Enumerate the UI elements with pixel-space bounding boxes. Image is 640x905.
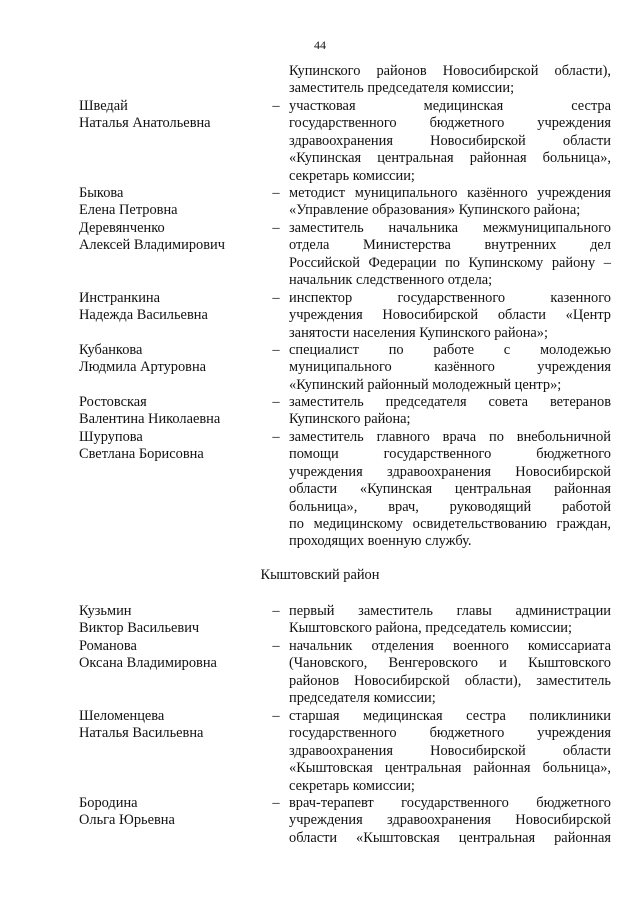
- member-name-line: Ольга Юрьевна: [79, 812, 175, 829]
- member-position-line: председателя комиссии;: [289, 690, 436, 707]
- member-position-line: районов Новосибирской области), заместитель: [289, 672, 611, 689]
- dash-separator: –: [272, 603, 280, 619]
- member-position-line: по медицинскому освидетельствованию граждан,: [289, 516, 611, 532]
- member-position-line: проходящих военную службу.: [289, 533, 472, 550]
- dash-separator: –: [272, 98, 280, 114]
- member-position-line: заместитель начальника межмуниципального: [289, 220, 611, 236]
- member-position-line: «Кыштовская центральная районная больница»,: [289, 760, 611, 777]
- member-position-line: государственного бюджетного учреждения: [289, 725, 611, 742]
- member-position-line: учреждения здравоохранения Новосибирской: [289, 463, 611, 480]
- member-position-line: начальник следственного отдела;: [289, 272, 493, 289]
- member-position-line: отдела Министерства внутренних дел: [289, 237, 611, 254]
- member-name-line: Романова: [79, 638, 137, 654]
- dash-separator: –: [272, 638, 280, 654]
- member-name-line: Кубанкова: [79, 342, 143, 358]
- member-name-line: Кузьмин: [79, 603, 132, 619]
- member-position-line: начальник отделения военного комиссариата: [289, 638, 611, 654]
- member-position-line: старшая медицинская сестра поликлиники: [289, 708, 611, 724]
- page-number: 44: [314, 38, 326, 52]
- member-position-line: «Управление образования» Купинского района;: [289, 202, 581, 219]
- member-name-line: Бородина: [79, 795, 138, 811]
- member-name-line: Виктор Васильевич: [79, 620, 200, 637]
- member-name-line: Шеломенцева: [79, 708, 165, 724]
- dash-separator: –: [272, 185, 280, 201]
- dash-separator: –: [272, 342, 280, 358]
- member-position-line: (Чановского, Венгеровского и Кыштовского: [289, 655, 611, 672]
- member-name-line: Наталья Васильевна: [79, 725, 204, 742]
- member-position-line: Кыштовского района, председатель комиссии;: [289, 620, 572, 637]
- member-position-line: занятости населения Купинского района»;: [289, 324, 549, 341]
- member-position-line: заместитель председателя совета ветеранов: [289, 394, 611, 410]
- dash-separator: –: [272, 290, 280, 306]
- member-name-line: Ростовская: [79, 394, 147, 410]
- member-position-line: здравоохранения Новосибирской области: [289, 742, 611, 759]
- dash-separator: –: [272, 795, 280, 811]
- member-position-line: Купинского районов Новосибирской области),: [289, 63, 611, 79]
- dash-separator: –: [272, 220, 280, 236]
- member-position-line: специалист по работе с молодежью: [289, 342, 611, 358]
- member-name-line: Валентина Николаевна: [79, 411, 221, 428]
- member-position-line: первый заместитель главы администрации: [289, 603, 611, 619]
- member-position-line: учреждения Новосибирской области «Центр: [289, 307, 611, 324]
- member-position-line: учреждения здравоохранения Новосибирской: [289, 812, 611, 829]
- member-position-line: заместитель председателя комиссии;: [289, 80, 515, 97]
- member-position-line: области «Кыштовская центральная районная: [289, 829, 611, 846]
- member-position-line: муниципального казённого учреждения: [289, 359, 611, 376]
- member-position-line: инспектор государственного казенного: [289, 290, 611, 306]
- member-name-line: Алексей Владимирович: [79, 237, 225, 254]
- member-name-line: Надежда Васильевна: [79, 307, 208, 324]
- member-name-line: Деревянченко: [79, 220, 165, 236]
- member-position-line: помощи государственного бюджетного: [289, 446, 611, 463]
- member-name-line: Светлана Борисовна: [79, 446, 204, 463]
- dash-separator: –: [272, 394, 280, 410]
- member-position-line: секретарь комиссии;: [289, 167, 415, 184]
- section-title: Кыштовский район: [260, 567, 380, 583]
- member-name-line: Людмила Артуровна: [79, 359, 207, 376]
- member-position-line: больница», врач, руководящий работой: [289, 498, 611, 515]
- member-position-line: участковая медицинская сестра: [289, 98, 611, 114]
- member-name-line: Инстранкина: [79, 290, 161, 306]
- dash-separator: –: [272, 429, 280, 445]
- member-position-line: заместитель главного врача по внебольничной: [289, 429, 611, 445]
- member-name-line: Елена Петровна: [79, 202, 178, 219]
- member-name-line: Оксана Владимировна: [79, 655, 217, 672]
- member-position-line: секретарь комиссии;: [289, 777, 415, 794]
- member-name-line: Шведай: [79, 98, 128, 114]
- member-position-line: здравоохранения Новосибирской области: [289, 132, 611, 149]
- member-position-line: «Купинский районный молодежный центр»;: [289, 376, 562, 393]
- member-position-line: «Купинская центральная районная больница»,: [289, 150, 611, 167]
- member-position-line: врач-терапевт государственного бюджетного: [289, 795, 611, 811]
- member-name-line: Шурупова: [79, 429, 143, 445]
- member-position-line: Купинского района;: [289, 411, 411, 428]
- member-position-line: методист муниципального казённого учреждения: [289, 185, 611, 201]
- member-position-line: области «Купинская центральная районная: [289, 481, 611, 498]
- member-name-line: Наталья Анатольевна: [79, 115, 211, 132]
- member-position-line: Российской Федерации по Купинскому району –: [289, 254, 611, 271]
- dash-separator: –: [272, 708, 280, 724]
- member-position-line: государственного бюджетного учреждения: [289, 115, 611, 132]
- member-name-line: Быкова: [79, 185, 124, 201]
